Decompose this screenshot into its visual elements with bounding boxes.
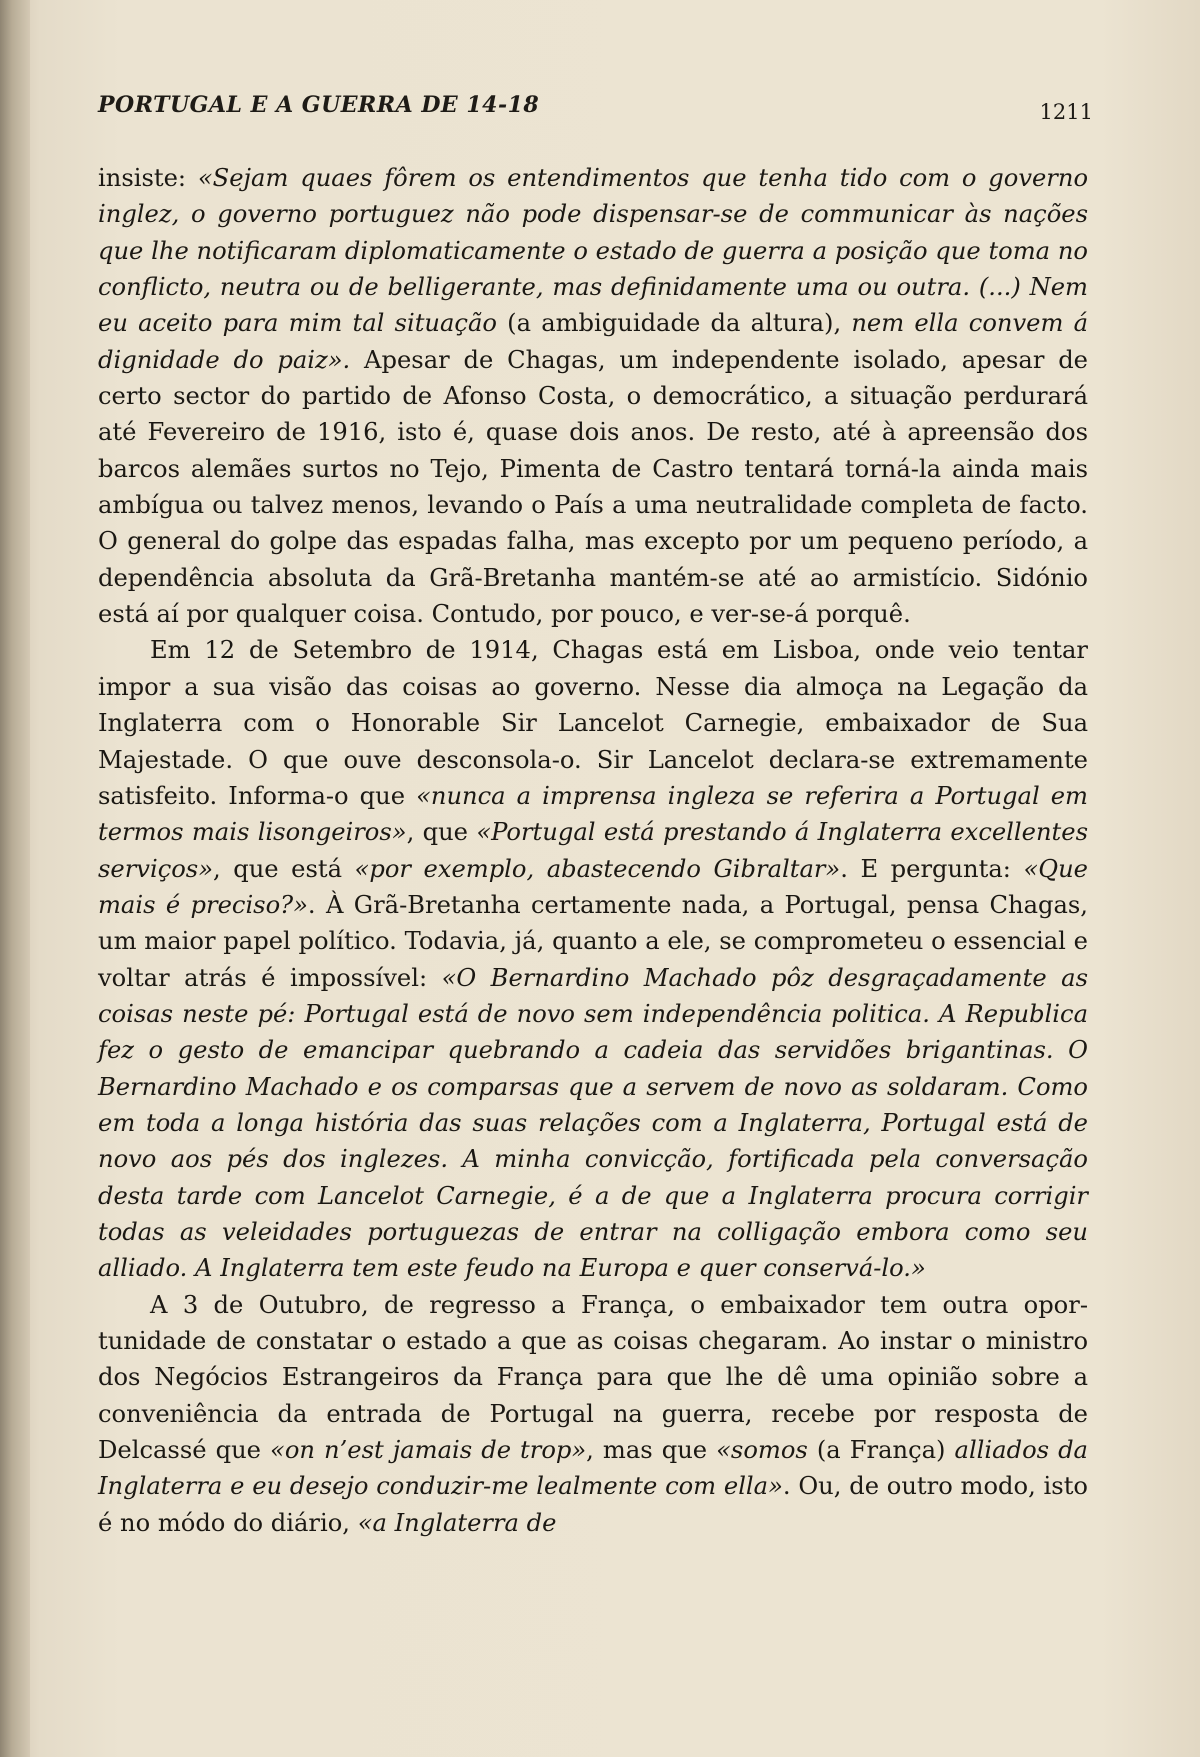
quoted-text: «on n’est jamais de trop» — [270, 1436, 587, 1465]
text-run: insiste: — [98, 164, 198, 192]
quoted-text: «Que mais é preciso?» — [98, 854, 1088, 919]
text-run: . E pergunta: — [840, 854, 1024, 883]
paragraph — [98, 632, 1088, 1286]
quoted-text: «por exemplo, abastecendo Gibraltar» — [354, 854, 841, 883]
running-title: PORTUGAL E A GUERRA DE 14-18 — [98, 92, 540, 118]
quoted-text: «Sejam quaes fôrem os entendimentos que tenha tido com o governo inglez, o governo portuguez não pode dispensar-se de communicar às nações que lhe notificaram diplomaticamente o estado de guerra a posição que toma no conflicto, neutra ou de belligerante, mas definidamente uma ou outra. (...) Nem eu aceito para mim tal situação — [98, 164, 1089, 338]
text-run: , que — [406, 818, 477, 847]
text-run: . Ou, de outro modo, isto é no módo do diário, — [98, 1472, 1088, 1537]
text-run: Em 12 de Setembro de 1914, Chagas está em Lisboa, onde veio tentar impor a sua visão das coisas ao governo. Nesse dia almoça na Legação da Inglaterra com o Honorable Sir Lancelot Carnegie, embaixador de Sua Majestade. O que ouve desconsola-o. Sir Lancelot declara-se extremamente satisfeito. Informa-o que — [98, 636, 1088, 810]
quoted-text: «somos — [716, 1436, 808, 1465]
book-spine-shadow — [0, 0, 30, 1757]
quoted-text: «O Bernardino Machado pôz desgraçadamente as coisas neste pé: Portugal está de novo sem independência politica. A Republica fez o gesto de emancipar quebrando a cadeia das servidões brigantinas. O Bernardino Machado e os comparsas que a servem de novo as soldaram. Como em toda a longa história das suas relações com a Inglaterra, Portugal está de novo aos pés dos inglezes. A minha convicção, fortificada pela conversação desta tarde com Lancelot Carnegie, é a de que a Inglaterra procura corrigir todas as veleidades portuguezas de entrar na colligação embora como seu alliado. A Inglaterra tem este feudo na Europa e quer conservá-lo.» — [98, 963, 1088, 1283]
body-text — [98, 160, 1088, 1541]
text-run: , mas que — [586, 1436, 717, 1465]
text-run: , que está — [213, 854, 355, 883]
quoted-text: «Portugal está prestando á Inglaterra excellentes serviços» — [98, 818, 1088, 883]
quoted-text: «a Inglaterra de — [357, 1508, 557, 1537]
page-header — [98, 86, 1093, 126]
paragraph — [98, 160, 1088, 632]
paragraph — [98, 1287, 1088, 1541]
quoted-text: nem ella convem á dignidade do paiz». — [98, 309, 1088, 374]
quoted-text: alliados da Inglaterra e eu desejo conduzir-me lealmente com ella» — [98, 1436, 1088, 1501]
quoted-text: «nunca a imprensa ingleza se referira a Portugal em termos mais lisongeiros» — [98, 781, 1088, 847]
page-number: 1211 — [1039, 100, 1093, 124]
text-run: . À Grã-Bretanha certamente nada, a Portugal, pensa Chagas, um maior papel político. Todavia, já, quanto a ele, se comprometeu o essencial e voltar atrás é impossível: — [98, 890, 1088, 992]
text-run: (a ambiguidade da altura), — [496, 309, 852, 338]
text-run: Apesar de Chagas, um independente isolado, apesar de certo sector do partido de Afonso Costa, o democrático, a situação perdurará até Fevereiro de 1916, isto é, quase dois anos. De resto, até à apreensão dos barcos alemães surtos no Tejo, Pimenta de Castro tentará torná-la ainda mais ambígua ou talvez menos, levando o País a uma neutralidade completa de facto. O general do golpe das espadas falha, mas excepto por um pequeno período, a dependência absoluta da Grã-Bretanha mantém-se até ao armistício. Sidónio está aí por qualquer coisa. Contudo, por pouco, e ver-se-á porquê. — [98, 345, 1088, 629]
text-run: (a França) — [807, 1436, 955, 1465]
text-run: A 3 de Outubro, de regresso a França, o embaixador tem outra oportunidade de constatar o estado a que as coisas chegaram. Ao instar o ministro dos Negócios Estrangeiros da França para que lhe dê uma opinião sobre a conveniência da entrada de Portugal na guerra, recebe por resposta de Delcassé que — [98, 1290, 1088, 1465]
